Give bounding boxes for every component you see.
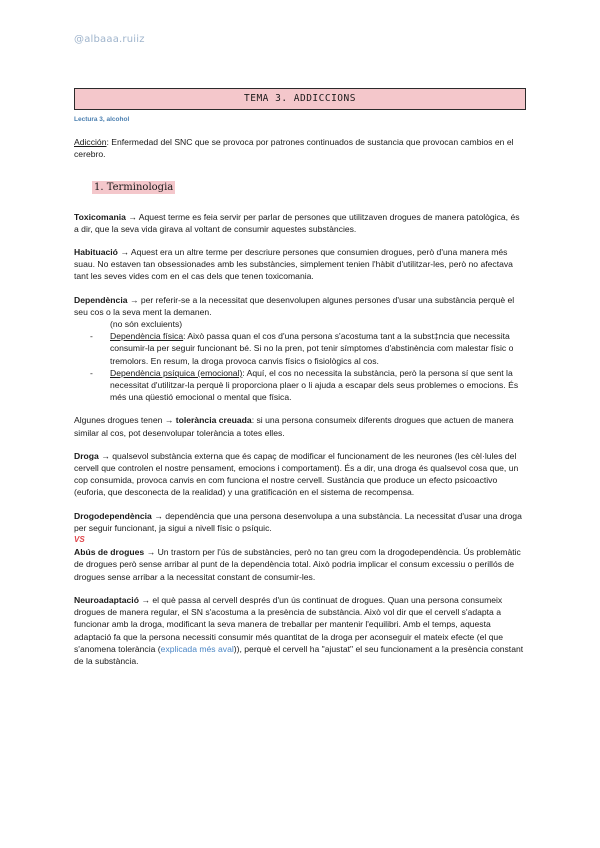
term-toxicomania: Toxicomania (74, 211, 126, 222)
document-body (74, 136, 526, 667)
term-tolerancia-creuada: tolerància creuada (175, 415, 252, 426)
term-abus: Abús de drogues (74, 547, 145, 558)
definition-drogodependencia (74, 510, 526, 534)
definition-adiccion (74, 136, 526, 160)
section-heading-label: 1. Terminologia (94, 182, 174, 194)
definition-toxicomania (74, 211, 526, 235)
definition-text: → Un trastorn per l'ús de substàncies, però no tan greu com la drogodependència. Ús problemàtic de drogues però sense arribar al punt de la dependència total. Això podria implicar el consum excessiu o perillós de drogues sense arribar a la necessitat constant de consumir-les. (74, 547, 521, 582)
bullet-dash: - (90, 331, 93, 342)
definition-habituacio (74, 246, 526, 283)
definition-abus (74, 546, 526, 583)
section-heading (92, 182, 526, 194)
definition-text: → el què passa al cervell després d'un ús continuat de drogues. Quan una persona consumeix drogues de manera regular, el SN s'acostuma a la presència de substància. Això vol dir que el cervell s'adapta a funcionar amb la droga, modificant la seva manera de treballar per mantenir l'equilibri. Amb el temps, aquesta adaptació fa que la persona necessiti consumir més quantitat de la droga per aconseguir el mateix efecte (el que s'anomena tolerància ( (74, 594, 503, 654)
definition-text: → Aquest era un altre terme per descriure persones que consumien drogues, però d'una manera més suau. No estaven tan obsessionades amb les substàncies, simplement tenien l'hàbit d'utilitzar-les, però no afectava tant les seves vides com en el cas dels que tenen toxicomania. (74, 247, 513, 282)
watermark: @albaaa.ruiiz (74, 34, 145, 45)
definition-dependencia (74, 294, 526, 318)
cross-reference-link[interactable]: explicada més aval (160, 643, 234, 654)
list-item-text: : Aquí, el cos no necessita la substància, però la persona sí que sent la necessitat d'utilitzar-la perquè li proporciona plaer o li ajuda a escapar dels seus problemes o emocions. És més una qüestió emocional o mental que física. (110, 367, 519, 403)
term-adiccion: Adicción (74, 137, 107, 147)
page-title: TEMA 3. ADDICCIONS (74, 88, 526, 110)
definition-tolerancia-creuada (74, 414, 526, 438)
list-item (74, 367, 526, 404)
list-item-label: Dependència física (110, 331, 184, 342)
lecture-reference: Lectura 3, alcohol (74, 116, 130, 123)
definition-text: : Enfermedad del SNC que se provoca por patrones continuados de sustancia que provocan cambios en el cerebro. (74, 137, 514, 160)
tolerancia-prefix: Algunes drogues tenen → (74, 415, 176, 426)
list-item (74, 330, 526, 367)
definition-text: → dependència que una persona desenvolupa a una substància. La necessitat d'usar una droga per seguir funcionant, ja sigui a nivell físic o psíquic. (74, 510, 522, 533)
definition-neuroadaptacio (74, 594, 526, 667)
list-item-label: Dependència psíquica (emocional) (110, 367, 243, 378)
definition-text: : si una persona consumeix diferents drogues que actuen de manera similar al cos, pot desenvolupar tolerància a totes elles. (74, 415, 514, 438)
versus-label: VS (74, 535, 85, 545)
definition-droga (74, 450, 526, 499)
term-neuroadaptacio: Neuroadaptació (74, 594, 139, 605)
bullet-dash: - (90, 367, 93, 378)
term-dependencia: Dependència (74, 294, 128, 305)
definition-text-continued: )), perquè el cervell ha "ajustat" el seu funcionament a la presència constant de la substància. (74, 643, 524, 666)
dependencia-note: (no són excluients) (110, 319, 183, 330)
definition-text: → per referir-se a la necessitat que desenvolupen algunes persones d'usar una substància perquè el seu cos o la seva ment la demanen. (74, 294, 515, 317)
definition-text: → Aquest terme es feia servir per parlar de persones que utilitzaven drogues de manera patològica, és a dir, que la seva vida girava al voltant de consumir aquestes substàncies. (74, 211, 520, 234)
term-habituacio: Habituació (74, 247, 118, 258)
term-drogodependencia: Drogodependència (74, 510, 152, 521)
list-item-text: : Això passa quan el cos d'una persona s'acostuma tant a la subst‡ncia que necessita consumir-la per seguir funcionant bé. Si no la pren, pot tenir símptomes d'abstinència com malestar físic o tremolors. En resum, la droga provoca canvis físics o fisiològics al cos. (110, 331, 514, 366)
definition-text: → qualsevol substància externa que és capaç de modificar el funcionament de les neurones (les cèl·lules del cervell que controlen el nostre pensament, emocions i comportament). És a dir, una droga és qualsevol cosa que, un cop consumida, provoca canvis en com funciona el nostre cervell. Sustància que produce un efecto psicoactivo (euforia, que desconecta de la realidad) y una gratificación en el sistema de recompensa. (74, 450, 519, 498)
term-droga: Droga (74, 450, 99, 461)
